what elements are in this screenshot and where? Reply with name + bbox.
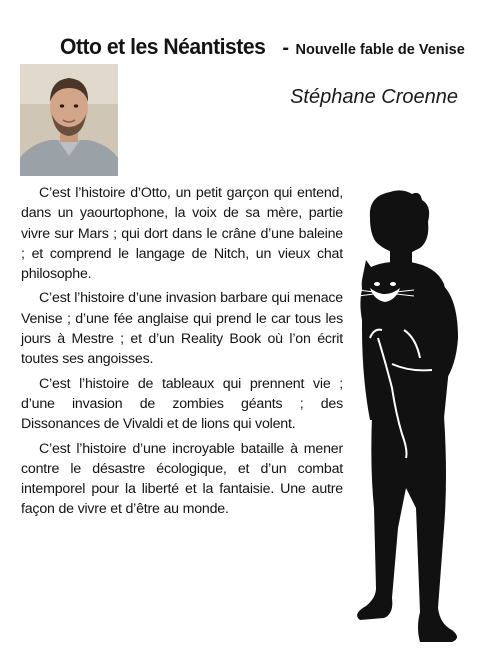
book-title: Otto et les Néantistes [60,34,266,59]
paragraph-2: C’est l’histoire d’une invasion barbare qui menace Venise ; d’une fée anglaise qui prend le car tous les jours à Mestre ; et d’un Reality Book où l’on écrit toutes ses angoisses. [21,290,343,368]
title-separator: - [282,37,290,59]
author-name: Stéphane Croenne [290,86,458,108]
paragraph-4: C’est l’histoire d’une incroyable bataille à mener contre le désastre écologique, et d’un combat intemporel pour la liberté et la fantaisie. Une autre façon de vivre et d’être au monde. [21,440,343,518]
page-header [60,34,465,60]
boy-with-cat-illustration [340,188,482,648]
book-subtitle: Nouvelle fable de Venise [295,42,465,58]
paragraph-3: C’est l’histoire de tableaux qui prennent vie ; d’une invasion de zombies géants ; des Dissonances de Vivaldi et de lions qui volent. [21,375,343,433]
description-text [21,183,343,524]
paragraph-1: C’est l’histoire d’Otto, un petit garçon qui entend, dans un yaourtophone, la voix de sa mère, partie vivre sur Mars ; qui dort dans le crâne d’une baleine ; et comprend le langage de Nitch, un vieux chat philosophe. [21,185,343,283]
author-portrait-image [20,64,118,176]
author-photo [20,64,118,176]
